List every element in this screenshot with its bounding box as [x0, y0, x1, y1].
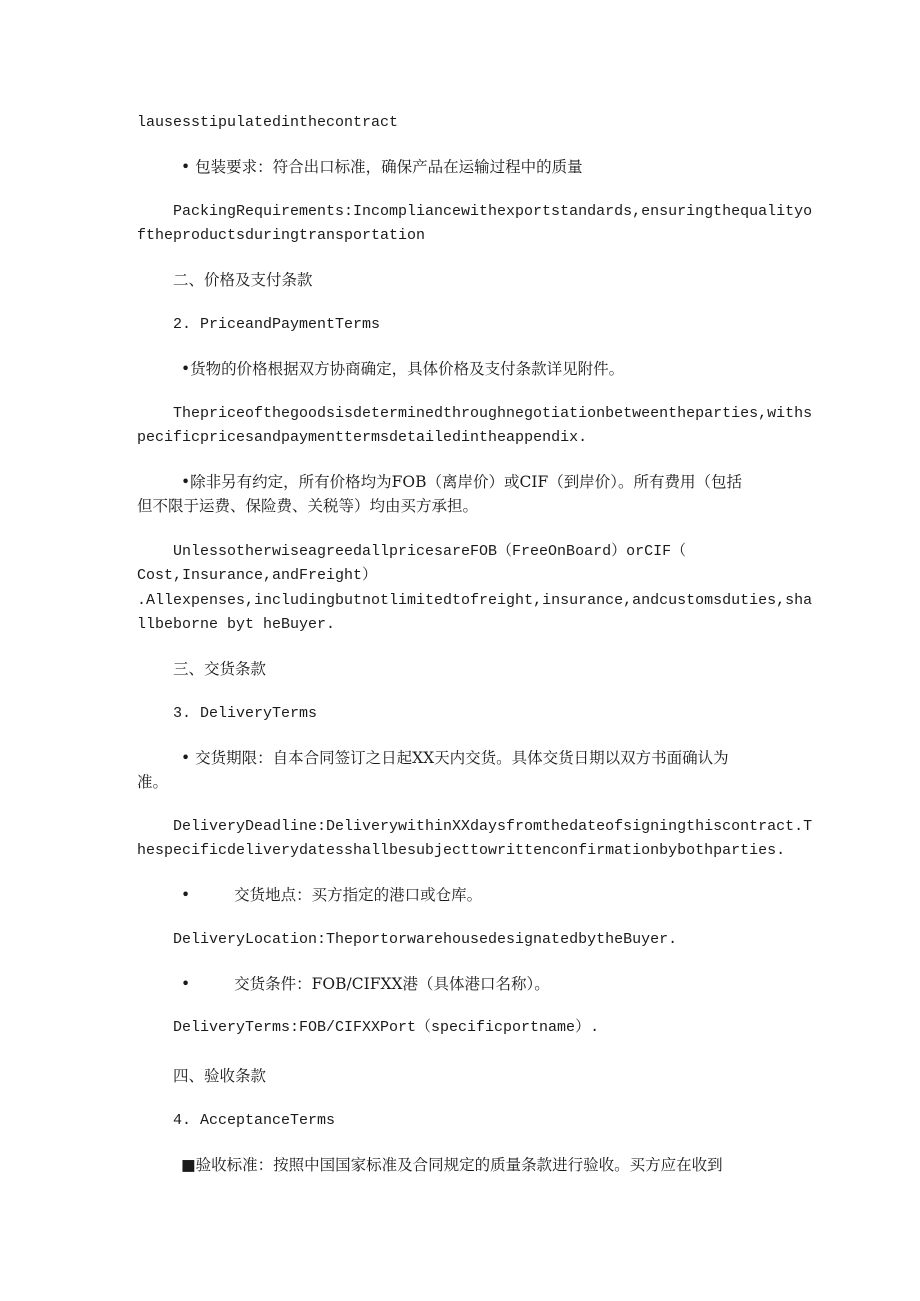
bullet-item: •货物的价格根据双方协商确定，具体价格及支付条款详见附件。	[181, 360, 625, 378]
bullet-icon: •	[181, 886, 191, 904]
body-text: lausesstipulatedinthecontract	[137, 114, 399, 131]
bullet-item	[181, 883, 482, 907]
body-text: Cost,Insurance,andFreight）	[137, 567, 378, 584]
bullet-item: ■验收标准：按照中国国家标准及合同规定的质量条款进行验收。买方应在收到	[181, 1156, 723, 1174]
section-heading: 四、验收条款	[173, 1067, 267, 1085]
body-text: DeliveryDeadline:DeliverywithinXXdaysfromthedateofsigningthiscontract.T	[173, 818, 813, 835]
section-subheading: 4. AcceptanceTerms	[173, 1112, 336, 1129]
body-text: DeliveryTerms:FOB/CIFXXPort（specificportname）.	[173, 1019, 600, 1036]
body-text: UnlessotherwiseagreedallpricesareFOB（FreeOnBoard）orCIF（	[173, 543, 687, 560]
body-text: ftheproductsduringtransportation	[137, 227, 426, 244]
bullet-item: •除非另有约定，所有价格均为FOB（离岸价）或CIF（到岸价）。所有费用（包括	[181, 473, 742, 491]
bullet-item	[181, 972, 550, 996]
section-heading: 三、交货条款	[173, 660, 267, 678]
body-text: .Allexpenses,includingbutnotlimitedtofreight,insurance,andcustomsduties,sha	[137, 592, 813, 609]
bullet-item: • 交货期限：自本合同签订之日起XX天内交货。具体交货日期以双方书面确认为	[181, 749, 729, 767]
body-text: PackingRequirements:Incompliancewithexportstandards,ensuringthequalityo	[173, 203, 813, 220]
bullet-text: 交货地点：买方指定的港口或仓库。	[234, 886, 483, 904]
section-subheading: 3. DeliveryTerms	[173, 705, 318, 722]
body-text: DeliveryLocation:TheportorwarehousedesignatedbytheBuyer.	[173, 931, 678, 948]
bullet-item: • 包装要求：符合出口标准，确保产品在运输过程中的质量	[181, 158, 583, 176]
body-text: 准。	[137, 773, 169, 791]
body-text: Thepriceofthegoodsisdeterminedthroughnegotiationbetweentheparties,withs	[173, 405, 813, 422]
body-text: hespecificdeliverydatesshallbesubjecttowrittenconfirmationbybothparties.	[137, 842, 786, 859]
body-text: 但不限于运费、保险费、关税等）均由买方承担。	[137, 497, 479, 515]
bullet-text: 交货条件：FOB/CIFXX港（具体港口名称）。	[234, 975, 550, 993]
body-text: pecificpricesandpaymenttermsdetailedintheappendix.	[137, 429, 588, 446]
section-subheading: 2. PriceandPaymentTerms	[173, 316, 381, 333]
section-heading: 二、价格及支付条款	[173, 271, 313, 289]
bullet-icon: •	[181, 975, 191, 993]
body-text: llbeborne byt heBuyer.	[137, 616, 336, 633]
